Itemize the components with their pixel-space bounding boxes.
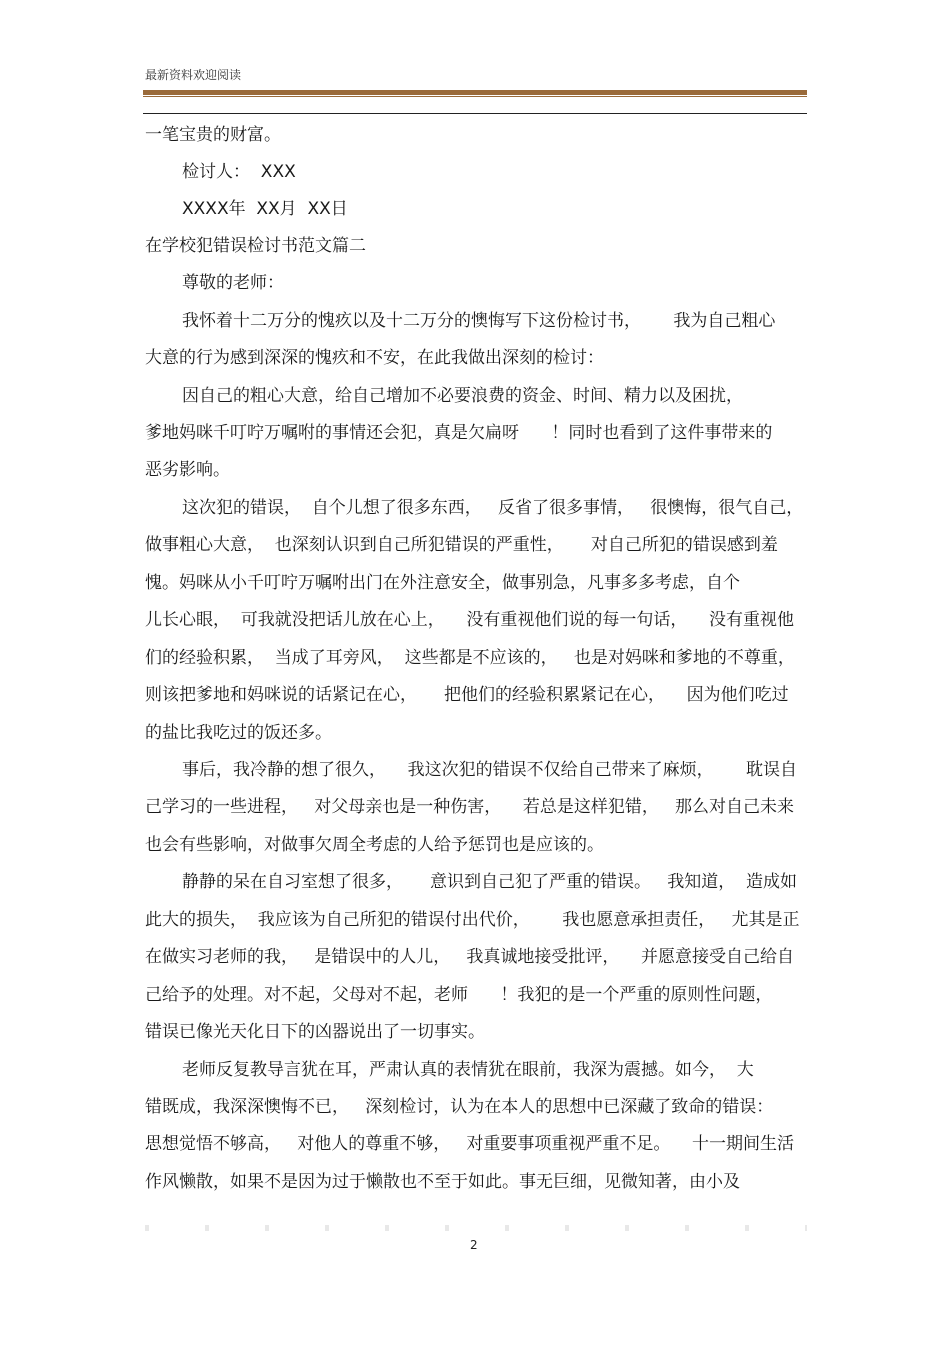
text-line: 老师反复教导言犹在耳，严肃认真的表情犹在眼前，我深为震撼。如今， 大 xyxy=(182,1060,754,1080)
text-line: 因自己的粗心大意，给自己增加不必要浪费的资金、时间、精力以及困扰， xyxy=(182,386,743,406)
text-line: 己学习的一些进程， 对父母亲也是一种伤害， 若总是这样犯错， 那么对自己未来 xyxy=(145,797,795,817)
text-line: 们的经验积累， 当成了耳旁风， 这些都是不应该的， 也是对妈咪和爹地的不尊重， xyxy=(145,648,795,668)
section-title: 在学校犯错误检讨书范文篇二 xyxy=(145,236,366,256)
text-line: 则该把爹地和妈咪说的话紧记在心， 把他们的经验积累紧记在心， 因为他们吃过 xyxy=(145,685,789,705)
text-line: 事后，我冷静的想了很久， 我这次犯的错误不仅给自己带来了麻烦， 耽误自 xyxy=(182,760,798,780)
text-line: 的盐比我吃过的饭还多。 xyxy=(145,723,332,743)
text-line: 也会有些影响，对做事欠周全考虑的人给予惩罚也是应该的。 xyxy=(145,835,604,855)
date-line: XXXX年 XX月 XX日 xyxy=(182,199,348,219)
text-line: 爹地妈咪千叮咛万嘱咐的事情还会犯，真是欠扁呀 ！同时也看到了这件事带来的 xyxy=(145,423,773,443)
text-line: 恶劣影响。 xyxy=(145,460,230,480)
salutation: 尊敬的老师： xyxy=(182,273,284,293)
text-line: 此大的损失， 我应该为自己所犯的错误付出代价， 我也愿意承担责任， 尤其是正 xyxy=(145,910,800,930)
header-label: 最新资料欢迎阅读 xyxy=(145,68,242,82)
text-line: 作风懒散，如果不是因为过于懒散也不至于如此。事无巨细，见微知著，由小及 xyxy=(145,1172,740,1192)
page-number: 2 xyxy=(470,1238,478,1252)
cut-off-line-remnant xyxy=(145,1225,807,1231)
text-line: 己给予的处理。对不起，父母对不起，老师 ！我犯的是一个严重的原则性问题， xyxy=(145,985,773,1005)
text-line: 做事粗心大意， 也深刻认识到自己所犯错误的严重性， 对自己所犯的错误感到羞 xyxy=(145,535,778,555)
text-line: 愧。妈咪从小千叮咛万嘱咐出门在外注意安全，做事别急，凡事多多考虑，自个 xyxy=(145,573,740,593)
text-line: 儿长心眼， 可我就没把话儿放在心上， 没有重视他们说的每一句话， 没有重视他 xyxy=(145,610,795,630)
text-line: 大意的行为感到深深的愧疚和不安，在此我做出深刻的检讨： xyxy=(145,348,604,368)
text-line: 错既成，我深深懊悔不已， 深刻检讨，认为在本人的思想中已深藏了致命的错误： xyxy=(145,1097,774,1117)
text-line: 静静的呆在自习室想了很多， 意识到自己犯了严重的错误。 我知道， 造成如 xyxy=(182,872,798,892)
text-line: 这次犯的错误， 自个儿想了很多东西， 反省了很多事情， 很懊悔，很气自己， xyxy=(182,498,804,518)
header-rule-black xyxy=(143,113,807,114)
text-line: 错误已像光天化日下的凶器说出了一切事实。 xyxy=(145,1022,485,1042)
text-line: 思想觉悟不够高， 对他人的尊重不够， 对重要事项重视严重不足。 十一期间生活 xyxy=(145,1134,795,1154)
header-rule-thick xyxy=(143,90,807,95)
signature-line: 检讨人： XXX xyxy=(182,162,296,182)
text-line: 在做实习老师的我， 是错误中的人儿， 我真诚地接受批评， 并愿意接受自己给自 xyxy=(145,947,795,967)
text-line: 我怀着十二万分的愧疚以及十二万分的懊悔写下这份检讨书， 我为自己粗心 xyxy=(182,311,776,331)
header-rule-thin xyxy=(143,96,807,97)
text-line: 一笔宝贵的财富。 xyxy=(145,125,281,145)
